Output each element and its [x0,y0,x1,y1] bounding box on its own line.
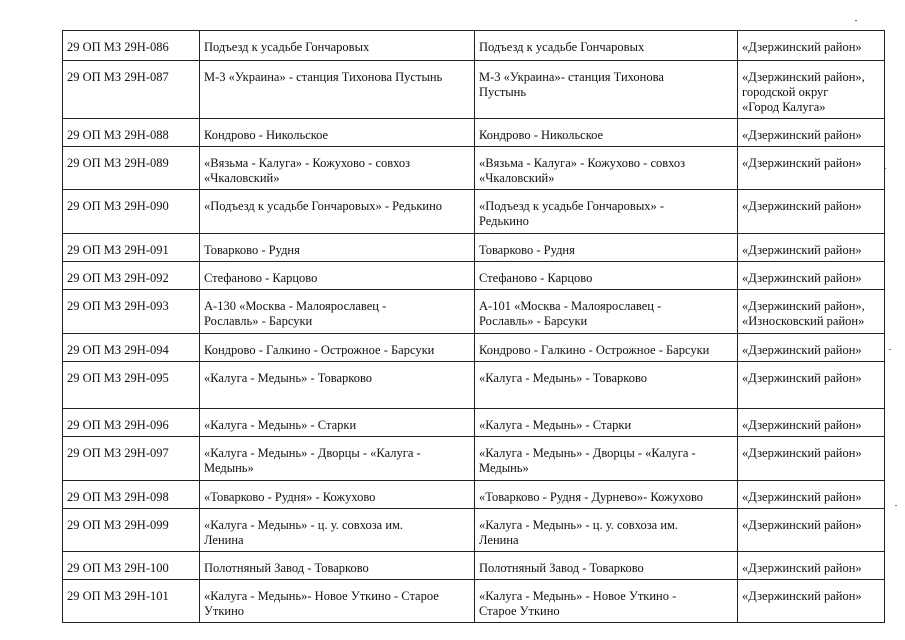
road-region: «Дзержинский район» [742,518,862,532]
road-code-cell [63,234,200,262]
road-region-cell [738,481,885,509]
road-name-new-cell [475,190,738,234]
road-name-old: А-130 «Москва - Малоярославец - Рославль» - Барсуки [204,299,387,328]
table-row [63,61,885,119]
road-code: 29 ОП МЗ 29Н-088 [67,128,169,142]
road-code: 29 ОП МЗ 29Н-101 [67,589,169,603]
road-name-old-cell [200,362,475,409]
road-name-new-cell [475,437,738,481]
road-name-old: «Калуга - Медынь» - Товарково [204,371,373,385]
road-code-cell [63,119,200,147]
road-name-new-cell [475,61,738,119]
table-row [63,437,885,481]
table-row [63,234,885,262]
road-name-old-cell [200,290,475,334]
road-region-cell [738,119,885,147]
road-region: «Дзержинский район» [742,40,862,54]
road-region-cell [738,409,885,437]
road-name-new: А-101 «Москва - Малоярославец - Рославль» - Барсуки [479,299,662,328]
road-name-new-cell [475,234,738,262]
table-row [63,580,885,623]
table-row [63,481,885,509]
road-name-new-cell [475,262,738,290]
road-region-cell [738,262,885,290]
road-name-old-cell [200,119,475,147]
road-name-old-cell [200,552,475,580]
road-name-new: М-3 «Украина»- станция Тихонова Пустынь [479,70,664,99]
road-name-new-cell [475,580,738,623]
table-row [63,362,885,409]
road-region: «Дзержинский район» [742,243,862,257]
road-name-new: «Товарково - Рудня - Дурнево»- Кожухово [479,490,704,504]
road-name-old: Подъезд к усадьбе Гончаровых [204,40,370,54]
road-region: «Дзержинский район» [742,199,862,213]
road-code-cell [63,31,200,61]
road-code: 29 ОП МЗ 29Н-091 [67,243,169,257]
road-name-old: Кондрово - Никольское [204,128,329,142]
road-code-cell [63,481,200,509]
road-name-new: «Вязьма - Калуга» - Кожухово - совхоз «Чкаловский» [479,156,686,185]
road-region: «Дзержинский район» [742,418,862,432]
road-name-old: Стефаново - Карцово [204,271,318,285]
road-region-cell [738,147,885,190]
table-row [63,334,885,362]
road-name-new: «Калуга - Медынь» - Дворцы - «Калуга - Медынь» [479,446,696,475]
roads-table [62,30,885,623]
road-region-cell [738,552,885,580]
road-name-old-cell [200,61,475,119]
road-name-new-cell [475,362,738,409]
road-region: «Дзержинский район» [742,490,862,504]
road-name-old-cell [200,31,475,61]
road-name-new: «Калуга - Медынь» - Товарково [479,371,648,385]
road-code: 29 ОП МЗ 29Н-100 [67,561,169,575]
road-name-new: «Калуга - Медынь» - ц. у. совхоза им. Ленина [479,518,679,547]
road-name-new-cell [475,147,738,190]
road-region: «Дзержинский район» [742,589,862,603]
road-code-cell [63,437,200,481]
road-name-old: «Подъезд к усадьбе Гончаровых» - Редькино [204,199,443,213]
road-name-old: Кондрово - Галкино - Острожное - Барсуки [204,343,435,357]
road-code-cell [63,290,200,334]
road-code-cell [63,409,200,437]
margin-dot [895,505,897,506]
margin-dot [889,349,891,350]
road-name-old: «Калуга - Медынь»- Новое Уткино - Старое Уткино [204,589,439,618]
road-code: 29 ОП МЗ 29Н-097 [67,446,169,460]
road-name-old-cell [200,481,475,509]
table-row [63,190,885,234]
road-name-old: «Калуга - Медынь» - Старки [204,418,357,432]
road-code-cell [63,190,200,234]
road-region: «Дзержинский район», городской округ «Город Калуга» [742,70,865,114]
road-name-old-cell [200,234,475,262]
table-row [63,119,885,147]
road-code: 29 ОП МЗ 29Н-090 [67,199,169,213]
road-code: 29 ОП МЗ 29Н-087 [67,70,169,84]
road-name-new-cell [475,290,738,334]
road-code: 29 ОП МЗ 29Н-096 [67,418,169,432]
road-region: «Дзержинский район» [742,271,862,285]
road-region-cell [738,334,885,362]
road-code-cell [63,147,200,190]
road-name-old-cell [200,580,475,623]
margin-mark [855,20,857,21]
road-name-new: Товарково - Рудня [479,243,575,257]
table-row [63,290,885,334]
road-name-new: «Калуга - Медынь» - Новое Уткино - Старое Уткино [479,589,677,618]
road-region-cell [738,580,885,623]
road-name-new-cell [475,119,738,147]
road-region-cell [738,31,885,61]
road-code-cell [63,552,200,580]
road-name-new-cell [475,509,738,552]
road-region-cell [738,437,885,481]
road-name-new: «Калуга - Медынь» - Старки [479,418,632,432]
road-code: 29 ОП МЗ 29Н-086 [67,40,169,54]
table-row [63,409,885,437]
road-region: «Дзержинский район» [742,156,862,170]
road-name-new-cell [475,409,738,437]
road-name-new: Полотняный Завод - Товарково [479,561,644,575]
road-code: 29 ОП МЗ 29Н-099 [67,518,169,532]
road-name-old-cell [200,509,475,552]
road-name-old-cell [200,147,475,190]
road-name-old-cell [200,190,475,234]
road-code: 29 ОП МЗ 29Н-093 [67,299,169,313]
road-code: 29 ОП МЗ 29Н-094 [67,343,169,357]
road-name-old-cell [200,409,475,437]
road-region: «Дзержинский район» [742,343,862,357]
road-name-new-cell [475,31,738,61]
road-region-cell [738,190,885,234]
road-region-cell [738,61,885,119]
road-name-old-cell [200,437,475,481]
table-row [63,509,885,552]
road-code-cell [63,580,200,623]
road-code: 29 ОП МЗ 29Н-095 [67,371,169,385]
road-name-old: Полотняный Завод - Товарково [204,561,369,575]
road-code-cell [63,262,200,290]
road-region-cell [738,234,885,262]
table-row [63,262,885,290]
road-region-cell [738,509,885,552]
road-region: «Дзержинский район» [742,128,862,142]
road-code-cell [63,509,200,552]
road-name-new-cell [475,334,738,362]
road-name-old: Товарково - Рудня [204,243,300,257]
road-region: «Дзержинский район» [742,446,862,460]
road-region-cell [738,362,885,409]
road-region: «Дзержинский район», «Износковский район» [742,299,865,328]
table-row [63,31,885,61]
road-name-old: «Вязьма - Калуга» - Кожухово - совхоз «Чкаловский» [204,156,411,185]
road-name-new-cell [475,481,738,509]
road-code: 29 ОП МЗ 29Н-098 [67,490,169,504]
road-name-old: «Калуга - Медынь» - Дворцы - «Калуга - Медынь» [204,446,421,475]
road-code-cell [63,362,200,409]
road-name-old-cell [200,334,475,362]
road-region: «Дзержинский район» [742,561,862,575]
road-name-new: Подъезд к усадьбе Гончаровых [479,40,645,54]
road-region-cell [738,290,885,334]
road-region: «Дзержинский район» [742,371,862,385]
road-code-cell [63,334,200,362]
road-name-new: Кондрово - Галкино - Острожное - Барсуки [479,343,710,357]
road-name-new-cell [475,552,738,580]
road-code-cell [63,61,200,119]
table-row [63,552,885,580]
road-code: 29 ОП МЗ 29Н-089 [67,156,169,170]
road-name-old: «Товарково - Рудня» - Кожухово [204,490,376,504]
road-name-new: Стефаново - Карцово [479,271,593,285]
road-name-old: М-3 «Украина» - станция Тихонова Пустынь [204,70,443,84]
road-name-new: Кондрово - Никольское [479,128,604,142]
road-name-new: «Подъезд к усадьбе Гончаровых» - Редькино [479,199,665,228]
roads-table-body [63,31,885,623]
road-name-old-cell [200,262,475,290]
table-row [63,147,885,190]
road-name-old: «Калуга - Медынь» - ц. у. совхоза им. Ленина [204,518,404,547]
road-code: 29 ОП МЗ 29Н-092 [67,271,169,285]
